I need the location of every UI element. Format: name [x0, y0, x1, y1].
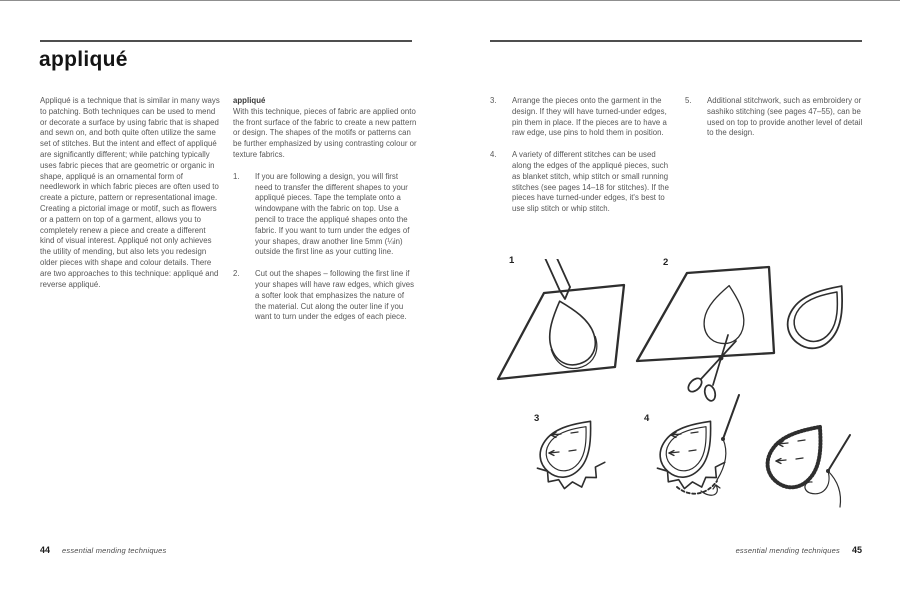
step-text: A variety of different stitches can be used along the edges of the appliqué pieces, such as blanket stitch, whip stitch or small running stitches (see pages 14–18 for stitches). If the pieces have turned-under edges, it's best to use slip stitch or whip stitch. [512, 150, 670, 214]
step-number: 1. [233, 171, 240, 181]
figure-label-2: 2 [663, 257, 669, 268]
step-item-3 [490, 96, 674, 139]
figure-cutout-piece [775, 267, 865, 357]
pin-marks [776, 440, 805, 464]
cutting-illustration [633, 257, 783, 407]
needle-icon [805, 435, 850, 507]
pin-marks [549, 432, 578, 456]
whip-stitches [758, 412, 839, 496]
running-title-left: essential mending techniques [62, 546, 167, 555]
outer-cutting-line [778, 271, 861, 357]
figure-1-pencil-trace [488, 259, 628, 399]
figure-label-1: 1 [509, 255, 515, 266]
step-text: If you are following a design, you will first need to transfer the different shapes to your appliqué pieces. Tape the template onto a windowpane with the fabric on top. Use a pencil to trace the appliqué shapes onto the fabric. If you want to turn under the edges of your shapes, draw another line 5mm (¼in) outside the first line as your cutting line. [255, 171, 410, 257]
pinned-piece-illustration [523, 405, 618, 497]
instructions-column-2 [490, 96, 674, 215]
intro-column [40, 96, 221, 290]
scissors-icon [686, 335, 736, 402]
step-number: 5. [685, 96, 692, 105]
pin-marks [669, 432, 698, 456]
step-number: 3. [490, 96, 497, 105]
pencil-trace-illustration [488, 259, 628, 399]
section-heading: appliqué [233, 96, 266, 105]
step-text: Cut out the shapes – following the first line if your shapes will have raw edges, which gives a softer look that emphasizes the nature of the material. Cut along the outer line if you want to turn under the edges of each piece. [255, 269, 415, 322]
step-item-5 [685, 96, 866, 139]
figure-4-stitching [641, 393, 751, 505]
footer-right [736, 545, 862, 555]
footer-left [40, 545, 166, 555]
intro-paragraph: Appliqué is a technique that is similar in many ways to patching. Both techniques can be used to mend or decorate a surface by using fabric that is shaped and sewn on, and both quite often utilize the same set of stitches. But the intent and effect of appliqué are significantly different; while patching typically uses fabric pieces that are geometric or organic in shape, appliqué is an ornamental form of needlework in which fabric pieces are often used to create a picture, pattern or representational image. Creating a pictorial image or motif, such as flowers or a pattern on top of a garment, allows you to completely renew a piece and create a different kind of visual interest. Appliqué not only achieves the utility of mending, but also lets you redesign older pieces with shape and colour details. There are two approaches to this technique: appliqué and reverse appliqué. [40, 96, 220, 289]
page-number-left: 44 [40, 545, 51, 555]
step-text: Arrange the pieces onto the garment in the design. If they will have turned-under edges, pin them in place. If the pieces are to have a raw edge, use pins to hold them in position. [512, 96, 667, 138]
step-item-2 [233, 269, 417, 323]
page-number-right: 45 [851, 545, 862, 555]
figure-finished-applique [752, 409, 857, 511]
figure-3-pinned-piece [523, 405, 618, 497]
step-number: 4. [490, 150, 497, 160]
finished-applique-illustration [752, 409, 857, 511]
applique-piece-group [651, 407, 727, 495]
step-number: 2. [233, 269, 240, 279]
thread [717, 439, 726, 480]
instructions-column-1 [233, 96, 417, 323]
figure-2-cutting [633, 257, 783, 407]
cutout-piece-illustration [775, 267, 865, 357]
step-item-4 [490, 150, 674, 215]
instructions-column-3 [685, 96, 866, 139]
step-item-1 [233, 172, 417, 258]
header-rule-right [490, 40, 862, 42]
section-description: With this technique, pieces of fabric are applied onto the front surface of the fabric to create a new pattern or design. The shapes of the motifs or patterns can be further emphasized by using contrasting colour or texture fabrics. [233, 106, 417, 159]
step-text: Additional stitchwork, such as embroidery or sashiko stitching (see pages 47–55), can be used on top to provide another level of detail to the design. [707, 96, 863, 138]
page-title: appliqué [39, 48, 128, 71]
teardrop-template [538, 294, 603, 374]
stitching-illustration [641, 393, 751, 505]
needle-icon [717, 395, 739, 480]
teardrop-template [701, 283, 748, 346]
figure-label-4: 4 [644, 413, 650, 424]
thread-loop [805, 471, 829, 494]
running-title-right: essential mending techniques [735, 546, 840, 555]
thread-tail [828, 471, 841, 507]
figure-label-3: 3 [534, 413, 540, 424]
thread-loop-arrow [701, 485, 720, 495]
header-rule-left [40, 40, 412, 42]
applique-piece [758, 412, 839, 496]
